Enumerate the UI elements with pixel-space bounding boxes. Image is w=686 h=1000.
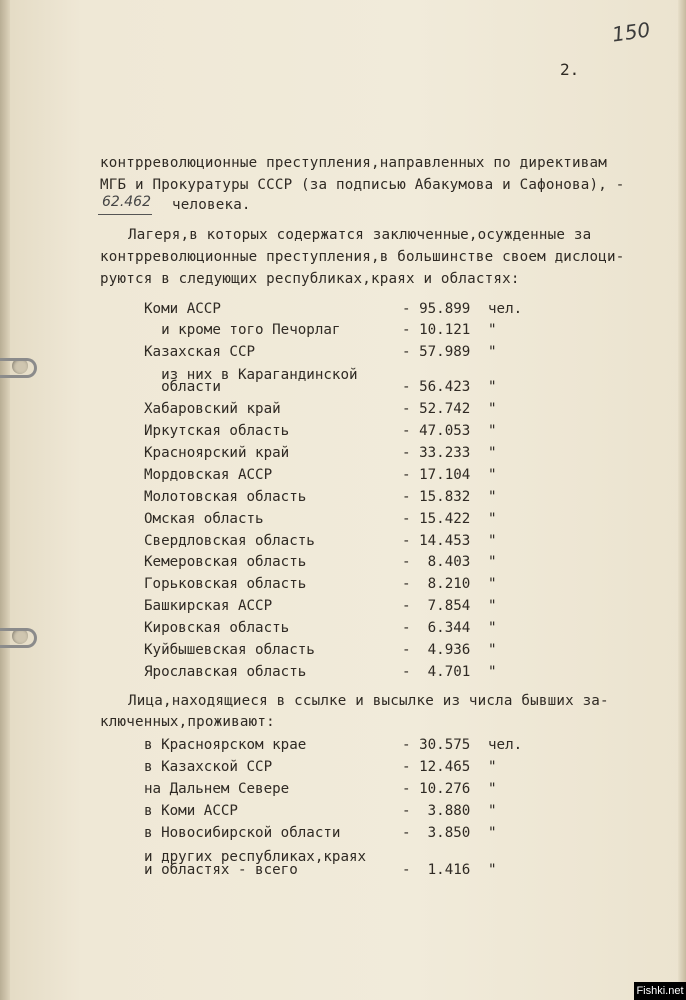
item-value: - 4.701 xyxy=(402,664,471,680)
item-value: - 57.989 xyxy=(402,344,471,360)
item-name: в Новосибирской области xyxy=(144,825,341,841)
item-value: - 15.832 xyxy=(402,489,471,505)
item-name: в Красноярском крае xyxy=(144,737,307,753)
item-value: - 15.422 xyxy=(402,511,471,527)
item-value: - 56.423 xyxy=(402,379,471,395)
item-unit: чел. xyxy=(488,301,523,317)
item-name: Мордовская АССР xyxy=(144,467,273,483)
item-name: из них в Карагандинской xyxy=(144,367,358,383)
item-name: Ярославская область xyxy=(144,664,307,680)
binder-ring xyxy=(0,628,37,648)
item-value: - 7.854 xyxy=(402,598,471,614)
watermark: Fishki.net xyxy=(634,982,686,1000)
item-name: Коми АССР xyxy=(144,301,221,317)
item-unit: " xyxy=(488,445,497,461)
item-value: - 4.936 xyxy=(402,642,471,658)
item-unit: " xyxy=(488,664,497,680)
item-value: - 3.880 xyxy=(402,803,471,819)
item-name: и кроме того Печорлаг xyxy=(144,322,341,338)
item-name: Горьковская область xyxy=(144,576,307,592)
item-value: - 95.899 xyxy=(402,301,471,317)
item-name: и других республиках,краях xyxy=(144,849,367,865)
item-name: на Дальнем Севере xyxy=(144,781,290,797)
handwritten-underline xyxy=(98,214,152,215)
item-name: Свердловская область xyxy=(144,533,315,549)
item-name: Башкирская АССР xyxy=(144,598,273,614)
item-name: области xyxy=(144,379,221,395)
item-name: Кемеровская область xyxy=(144,554,307,570)
item-unit: " xyxy=(488,642,497,658)
item-unit: " xyxy=(488,554,497,570)
item-value: - 14.453 xyxy=(402,533,471,549)
item-unit: " xyxy=(488,576,497,592)
item-unit: " xyxy=(488,322,497,338)
item-unit: " xyxy=(488,533,497,549)
item-unit: " xyxy=(488,423,497,439)
item-unit: " xyxy=(488,781,497,797)
item-value: - 10.121 xyxy=(402,322,471,338)
item-value: - 12.465 xyxy=(402,759,471,775)
item-name: Молотовская область xyxy=(144,489,307,505)
item-name: в Коми АССР xyxy=(144,803,238,819)
item-value: - 47.053 xyxy=(402,423,471,439)
item-unit: " xyxy=(488,803,497,819)
item-unit: " xyxy=(488,511,497,527)
page-right-edge xyxy=(678,0,686,1000)
item-unit: чел. xyxy=(488,737,523,753)
para3-line: ключенных,проживают: xyxy=(100,714,275,730)
item-name: и областях - всего xyxy=(144,862,298,878)
para3-line: Лица,находящиеся в ссылке и высылке из числа бывших за- xyxy=(128,693,609,709)
item-unit: " xyxy=(488,825,497,841)
item-name: Иркутская область xyxy=(144,423,290,439)
item-name: в Казахской ССР xyxy=(144,759,273,775)
item-unit: " xyxy=(488,759,497,775)
page-left-edge xyxy=(0,0,10,1000)
item-value: - 6.344 xyxy=(402,620,471,636)
item-value: - 3.850 xyxy=(402,825,471,841)
item-name: Хабаровский край xyxy=(144,401,281,417)
item-unit: " xyxy=(488,489,497,505)
item-unit: " xyxy=(488,344,497,360)
item-unit: " xyxy=(488,467,497,483)
item-unit: " xyxy=(488,379,497,395)
page-number: 2. xyxy=(560,60,580,79)
handwritten-count: 62.462 xyxy=(102,194,151,210)
item-value: - 10.276 xyxy=(402,781,471,797)
item-name: Кировская область xyxy=(144,620,290,636)
item-unit: " xyxy=(488,620,497,636)
item-value: - 8.210 xyxy=(402,576,471,592)
item-value: - 1.416 xyxy=(402,862,471,878)
para1-line: контрреволюционные преступления,направленных по директивам xyxy=(100,155,608,171)
para1-line: МГБ и Прокуратуры СССР (за подписью Абакумова и Сафонова), - xyxy=(100,177,625,193)
item-value: - 33.233 xyxy=(402,445,471,461)
item-value: - 52.742 xyxy=(402,401,471,417)
binder-ring xyxy=(0,358,37,378)
para2-line: контрреволюционные преступления,в большинстве своем дислоци- xyxy=(100,249,625,265)
item-value: - 30.575 xyxy=(402,737,471,753)
para1-line: человека. xyxy=(172,197,251,213)
handwritten-folio-number: 150 xyxy=(610,17,652,47)
item-value: - 17.104 xyxy=(402,467,471,483)
item-name: Омская область xyxy=(144,511,264,527)
item-value: - 8.403 xyxy=(402,554,471,570)
item-name: Красноярский край xyxy=(144,445,290,461)
item-unit: " xyxy=(488,401,497,417)
para2-line: руются в следующих республиках,краях и областях: xyxy=(100,271,520,287)
item-unit: " xyxy=(488,598,497,614)
item-name: Казахская ССР xyxy=(144,344,256,360)
item-name: Куйбышевская область xyxy=(144,642,315,658)
item-unit: " xyxy=(488,862,497,878)
para2-line: Лагеря,в которых содержатся заключенные,осужденные за xyxy=(128,227,592,243)
